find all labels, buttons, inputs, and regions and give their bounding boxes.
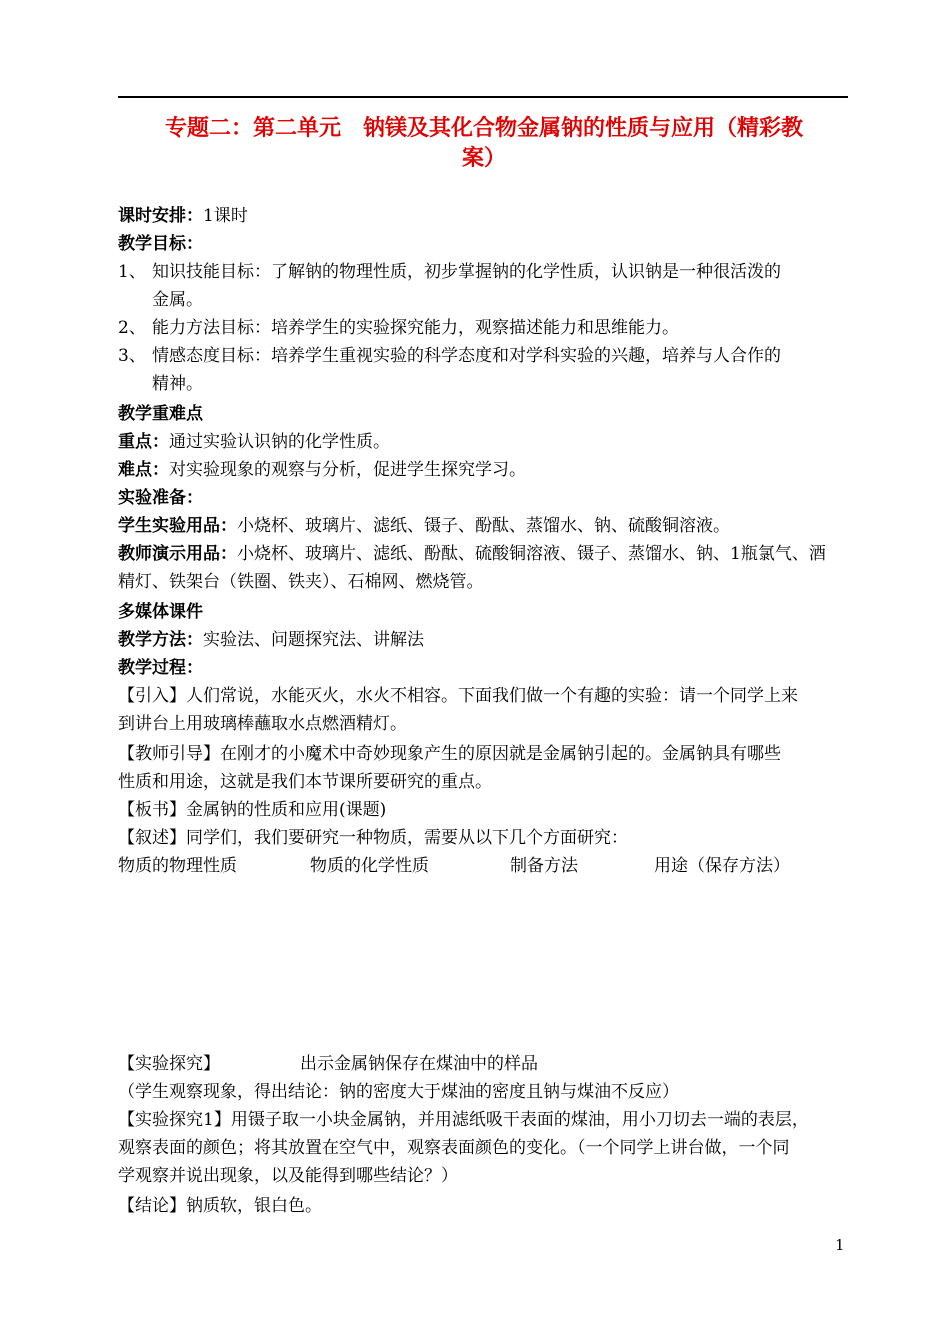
key-point-label: 重点： bbox=[118, 432, 169, 452]
board-line: 【板书】金属钠的性质和应用(课题) bbox=[118, 800, 387, 820]
header-rule bbox=[118, 96, 848, 98]
preparation-heading: 实验准备： bbox=[118, 488, 203, 508]
difficult-point-line bbox=[118, 460, 850, 480]
objective-1-number: 1、 bbox=[118, 262, 146, 282]
narrate-line: 【叙述】同学们，我们要研究一种物质，需要从以下几个方面研究： bbox=[118, 828, 628, 848]
key-point-line bbox=[118, 432, 850, 452]
methods-line bbox=[118, 630, 850, 650]
explore1-line-1: 【实验探究1】用镊子取一小块金属钠，并用滤纸吸干表面的煤油，用小刀切去一端的表层， bbox=[118, 1110, 809, 1130]
methods-value: 实验法、问题探究法、讲解法 bbox=[203, 630, 424, 650]
difficult-point-label: 难点： bbox=[118, 460, 169, 480]
schedule-line bbox=[118, 206, 850, 226]
objective-3-continued: 精神。 bbox=[152, 374, 203, 394]
explore-label: 【实验探究】 bbox=[118, 1054, 220, 1074]
aspect-usage: 用途（保存方法） bbox=[654, 856, 790, 876]
objective-1-continued: 金属。 bbox=[152, 290, 203, 310]
objective-3-number: 3、 bbox=[118, 346, 146, 366]
schedule-value: 1课时 bbox=[203, 206, 248, 226]
methods-label: 教学方法： bbox=[118, 630, 203, 650]
guide-line-2: 性质和用途，这就是我们本节课所要研究的重点。 bbox=[118, 772, 492, 792]
explore-note: （学生观察现象，得出结论：钠的密度大于煤油的密度且钠与煤油不反应） bbox=[118, 1082, 679, 1102]
teacher-items-label: 教师演示用品： bbox=[118, 544, 237, 564]
title-line-1: 专题二：第二单元 钠镁及其化合物金属钠的性质与应用（精彩教 bbox=[164, 116, 803, 141]
objective-3-text: 情感态度目标：培养学生重视实验的科学态度和对学科实验的兴趣，培养与人合作的 bbox=[152, 346, 781, 366]
process-heading: 教学过程： bbox=[118, 658, 203, 678]
difficult-point-value: 对实验现象的观察与分析，促进学生探究学习。 bbox=[169, 460, 526, 480]
document-title bbox=[118, 114, 850, 174]
intro-line-2: 到讲台上用玻璃棒蘸取水点燃酒精灯。 bbox=[118, 714, 407, 734]
aspect-preparation: 制备方法 bbox=[510, 856, 578, 876]
schedule-label: 课时安排： bbox=[118, 206, 203, 226]
objective-1-text: 知识技能目标：了解钠的物理性质，初步掌握钠的化学性质，认识钠是一种很活泼的 bbox=[152, 262, 781, 282]
guide-line-1: 【教师引导】在刚才的小魔术中奇妙现象产生的原因就是金属钠引起的。金属钠具有哪些 bbox=[118, 744, 781, 764]
explore1-line-3: 学观察并说出现象，以及能得到哪些结论？） bbox=[118, 1166, 458, 1186]
conclusion-line: 【结论】钠质软，银白色。 bbox=[118, 1196, 322, 1216]
teacher-items-line bbox=[118, 544, 850, 564]
student-items-line bbox=[118, 516, 850, 536]
teacher-items-value: 小烧杯、玻璃片、滤纸、酚酞、硫酸铜溶液、镊子、蒸馏水、钠、1瓶氯气、酒 bbox=[237, 544, 826, 564]
explore-value: 出示金属钠保存在煤油中的样品 bbox=[300, 1054, 538, 1074]
page-number: 1 bbox=[835, 1236, 845, 1254]
key-difficult-heading: 教学重难点 bbox=[118, 404, 203, 424]
objective-3 bbox=[118, 346, 850, 366]
aspect-physical: 物质的物理性质 bbox=[118, 856, 237, 876]
student-items-value: 小烧杯、玻璃片、滤纸、镊子、酚酞、蒸馏水、钠、硫酸铜溶液。 bbox=[237, 516, 730, 536]
objective-2-text: 能力方法目标：培养学生的实验探究能力，观察描述能力和思维能力。 bbox=[152, 318, 679, 338]
objective-2-number: 2、 bbox=[118, 318, 146, 338]
objectives-heading: 教学目标： bbox=[118, 234, 203, 254]
intro-line-1: 【引入】人们常说，水能灭火，水火不相容。下面我们做一个有趣的实验：请一个同学上来 bbox=[118, 686, 798, 706]
objective-1 bbox=[118, 262, 850, 282]
objective-2 bbox=[118, 318, 850, 338]
multimedia-heading: 多媒体课件 bbox=[118, 602, 203, 622]
title-line-2: 案） bbox=[461, 146, 506, 171]
key-point-value: 通过实验认识钠的化学性质。 bbox=[169, 432, 390, 452]
aspect-chemical: 物质的化学性质 bbox=[310, 856, 429, 876]
explore1-line-2: 观察表面的颜色；将其放置在空气中，观察表面颜色的变化。（一个同学上讲台做，一个同 bbox=[118, 1138, 790, 1158]
student-items-label: 学生实验用品： bbox=[118, 516, 237, 536]
teacher-items-continued: 精灯、铁架台（铁圈、铁夹）、石棉网、燃烧管。 bbox=[118, 572, 484, 592]
